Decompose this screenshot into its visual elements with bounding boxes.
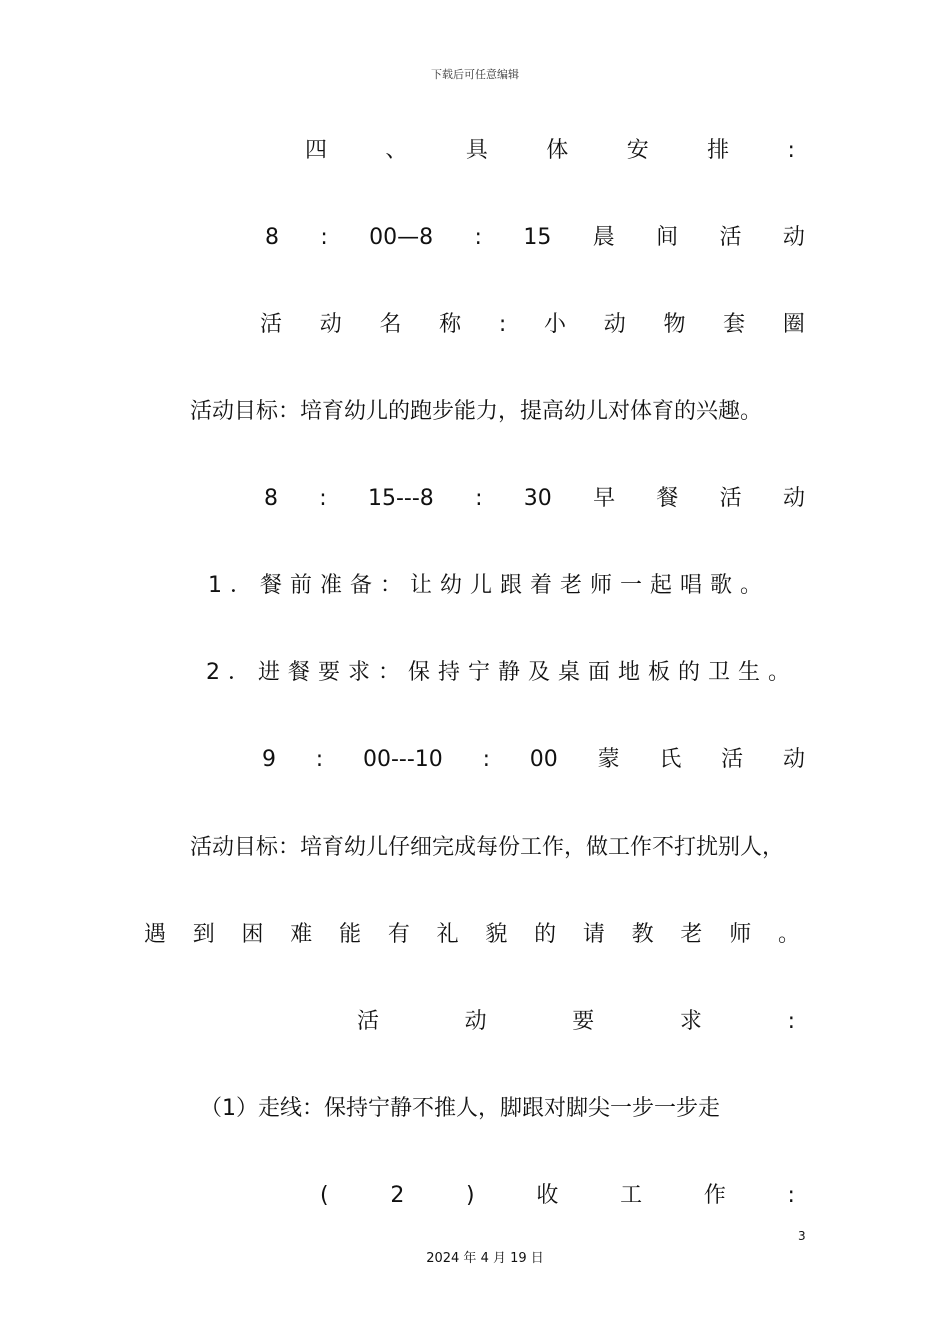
text-segment: 活: [719, 486, 742, 511]
text-segment: 有: [387, 922, 410, 947]
page-footer-date: 2024 年 4 月 19 日: [426, 1251, 544, 1266]
text-segment: 活: [260, 312, 283, 337]
text-segment: 困: [241, 922, 264, 947]
text-segment: 活: [719, 225, 742, 250]
text-segment: :: [787, 1009, 795, 1034]
time-morning-activity: [265, 223, 805, 253]
text-segment: 请: [582, 922, 605, 947]
text-segment: 氏: [659, 747, 682, 772]
text-segment: :: [787, 138, 795, 163]
text-segment: 间: [656, 225, 679, 250]
text-segment: 称: [439, 312, 462, 337]
text-segment: 小: [544, 312, 567, 337]
text-segment: 蒙: [597, 747, 620, 772]
text-segment: 、: [385, 138, 408, 163]
text-segment: 动: [464, 1009, 487, 1034]
time-montessori-activity: [262, 745, 805, 775]
text-segment: 8: [265, 225, 279, 250]
text-segment: 餐: [656, 486, 679, 511]
text-segment: 作: [703, 1183, 726, 1208]
text-segment: 圈: [782, 312, 805, 337]
text-segment: 收: [536, 1183, 559, 1208]
text-segment: 套: [723, 312, 746, 337]
text-segment: :: [475, 486, 483, 511]
text-segment: 晨: [592, 225, 615, 250]
activity-goal-line-1: 活动目标：培育幼儿的跑步能力，提高幼儿对体育的兴趣。: [190, 399, 763, 424]
text-segment: 老: [680, 922, 703, 947]
page-number: 3: [798, 1229, 806, 1243]
text-segment: 动: [603, 312, 626, 337]
text-segment: :: [498, 312, 507, 337]
text-segment: :: [319, 486, 327, 511]
text-segment: 活: [721, 747, 744, 772]
text-segment: 2: [390, 1183, 405, 1208]
requirement-walking-line: （1）走线：保持宁静不推人，脚跟对脚尖一步一步走: [200, 1096, 720, 1121]
text-segment: 具: [465, 138, 488, 163]
text-segment: ): [466, 1183, 475, 1208]
text-segment: 到: [192, 922, 215, 947]
text-segment: :: [320, 225, 328, 250]
page-header: 下载后可任意编辑: [431, 68, 519, 81]
text-segment: 动: [782, 747, 805, 772]
text-segment: 30: [523, 486, 552, 511]
text-segment: 教: [631, 922, 654, 947]
text-segment: 。: [777, 922, 800, 947]
pre-meal-preparation: 1．餐前准备：让幼儿跟着老师一起唱歌。: [208, 573, 770, 598]
text-segment: 工: [620, 1183, 643, 1208]
text-segment: 8: [264, 486, 278, 511]
activity-goal-line-2: 活动目标：培育幼儿仔细完成每份工作，做工作不打扰别人，: [190, 835, 785, 860]
text-segment: 00: [529, 747, 558, 772]
requirement-putting-away-work: [320, 1181, 795, 1211]
text-segment: 体: [546, 138, 569, 163]
text-segment: 貌: [485, 922, 508, 947]
activity-name-line: [260, 310, 805, 340]
text-segment: :: [315, 747, 324, 772]
text-segment: 安: [626, 138, 649, 163]
activity-requirements-heading: [357, 1007, 795, 1037]
text-segment: 师: [729, 922, 752, 947]
text-segment: 礼: [436, 922, 459, 947]
text-segment: 四: [305, 138, 328, 163]
meal-requirements: 2．进餐要求：保持宁静及桌面地板的卫生。: [206, 660, 798, 685]
text-segment: 要: [572, 1009, 595, 1034]
text-segment: 难: [290, 922, 313, 947]
text-segment: 活: [357, 1009, 380, 1034]
text-segment: 00---10: [362, 747, 443, 772]
text-segment: 9: [262, 747, 276, 772]
section-heading-schedule: [305, 136, 795, 166]
text-segment: 名: [379, 312, 402, 337]
text-segment: 物: [663, 312, 686, 337]
text-segment: 遇: [144, 922, 167, 947]
text-segment: 求: [679, 1009, 702, 1034]
text-segment: 15---8: [367, 486, 434, 511]
text-segment: :: [474, 225, 482, 250]
text-segment: 排: [707, 138, 730, 163]
text-segment: 15: [523, 225, 552, 250]
text-segment: 的: [534, 922, 557, 947]
text-segment: 能: [339, 922, 362, 947]
time-breakfast-activity: [264, 484, 805, 514]
text-segment: 动: [319, 312, 342, 337]
text-segment: (: [320, 1183, 329, 1208]
text-segment: :: [482, 747, 490, 772]
text-segment: 动: [782, 486, 805, 511]
activity-goal-line-2-continued: [144, 920, 800, 950]
text-segment: 早: [593, 486, 616, 511]
text-segment: :: [787, 1183, 795, 1208]
text-segment: 动: [782, 225, 805, 250]
text-segment: 00—8: [369, 225, 434, 250]
